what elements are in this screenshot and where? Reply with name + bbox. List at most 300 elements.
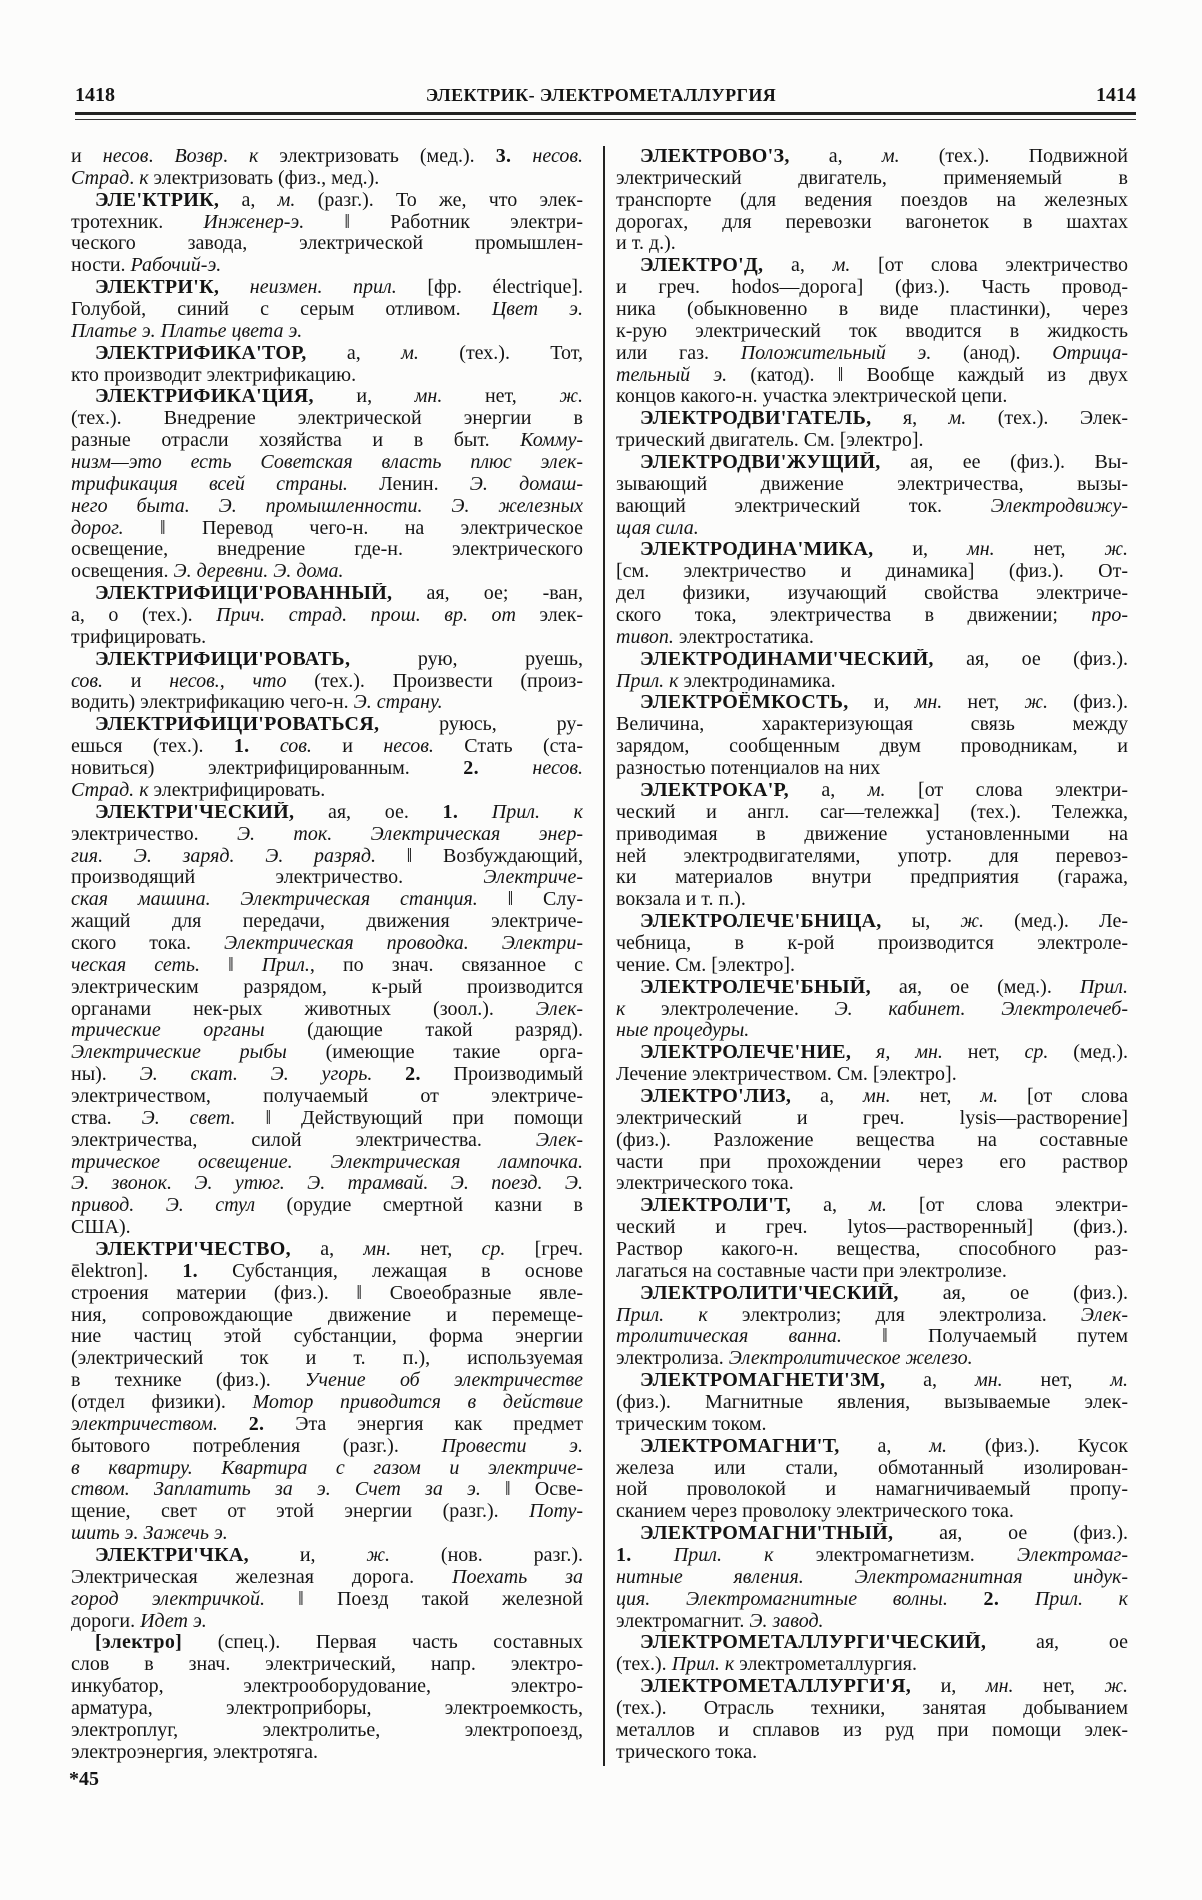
italic-text: Прил. к [671,1654,735,1676]
text-line [71,1436,583,1458]
text-run: тротехник. [71,211,204,233]
text-run: нет, [1013,1676,1105,1698]
text-line [71,299,583,321]
text-run: электрическим разрядом, к-рый производится [71,976,583,998]
text-line [616,408,1128,430]
text-line [616,233,1128,255]
text-run: электромагнит. [616,1610,750,1632]
dictionary-entry [616,977,1128,1043]
dictionary-entry [71,1632,583,1763]
italic-text: м. [401,342,419,364]
text-line [616,277,1128,299]
text-run: Лечение электричеством. См. [электро]. [616,1064,957,1086]
text-line [616,168,1128,190]
italic-text: Э. деревни. Э. дома. [173,561,344,583]
text-line [616,977,1128,999]
dictionary-entry [71,343,583,387]
headword-bold: ЭЛЕКТРОДВИ'ЖУЩИЙ, [640,452,881,474]
italic-text: шить э. Зажечь э. [71,1523,228,1545]
text-run: ая, ее (физ.). Вы- [880,452,1128,474]
text-run: Ленин. [347,473,470,495]
text-line [616,496,1128,518]
text-run [479,758,533,779]
text-run: ней электродвигателями, употр. для перевоз- [616,845,1128,867]
italic-text: м. [948,408,967,430]
italic-text: к [139,167,149,189]
italic-text: м. [980,1085,999,1107]
text-line [71,1152,583,1174]
text-run [851,1042,876,1063]
text-line [616,671,1128,693]
text-run: электрического тока. [616,1173,794,1195]
headword-bold: ЭЛЕКТРИФИКА'ЦИЯ, [95,386,314,408]
text-line [71,561,583,583]
text-line [71,867,583,889]
headword-bold: ЭЛЕКТРОЛЕЧЕ'НИЕ, [640,1042,852,1064]
text-run: железа или стали, обмотанный изолирован- [616,1457,1128,1479]
text-line [71,846,583,868]
text-run: нет, [942,1042,1025,1064]
text-line [71,1545,583,1567]
italic-text: щая сила. [616,517,699,539]
text-line [71,714,583,736]
italic-text: ж. [1024,692,1048,714]
text-run: . [148,146,175,167]
text-run: (орудие смертной казни в [255,1195,583,1217]
italic-text: к [139,779,149,801]
text-run: (спец.). Первая часть составных [182,1632,583,1654]
text-run: ского тока, электричества в движении; [616,605,1092,627]
text-run [999,1589,1035,1610]
headword-bold: 1. [182,1260,198,1282]
text-line [71,1173,583,1195]
text-line [616,867,1128,889]
italic-text: про- [1091,605,1128,627]
text-run: нет, [391,1238,482,1260]
italic-text: ж. [1104,1676,1128,1698]
text-line [616,583,1128,605]
text-run: зарядом, сообщенным двум проводникам, и [616,736,1128,758]
text-run: инкубатор, электрооборудование, электро- [71,1676,583,1698]
text-run: (физ.). Разложение вещества на составные [616,1129,1128,1151]
text-line [616,1392,1128,1414]
dictionary-entry [71,714,583,801]
text-run: а, [306,342,402,364]
dictionary-entry [616,1436,1128,1523]
text-run: ы, [881,911,961,933]
text-run: ности. [71,255,131,277]
headword-bold: ЭЛЕКТРО'Д, [640,255,764,277]
headword-bold: ЭЛЕКТРОМЕТАЛЛУРГИ'Я, [640,1676,912,1698]
text-line [71,933,583,955]
headword-bold: ЭЛЕКТРИФИЦИ'РОВАТЬСЯ, [95,714,380,736]
text-line [71,1720,583,1742]
text-line [71,1064,583,1086]
italic-text: к [248,146,259,167]
text-line [71,1108,583,1130]
text-line [71,1283,583,1305]
headword-bold: 2. [463,758,479,780]
headword-bold: 1. [233,736,250,758]
text-line [616,1501,1128,1523]
text-line [616,1042,1128,1064]
text-run: [фр. électrique]. [396,277,583,299]
text-line [71,1742,583,1764]
text-run: или газ. [616,342,741,364]
text-run [249,736,279,757]
text-run: (тех.). Отрасль техники, занятая добыванием [616,1698,1128,1720]
italic-text: ская машина. Электрическая станция. [71,889,478,911]
text-line [71,1130,583,1152]
text-run: вающий электрический ток. [616,495,991,517]
text-line [616,933,1128,955]
text-run: сканием через проволоку электрического тока. [616,1501,1014,1523]
italic-text: трическое освещение. Электрическая лампочка. [71,1151,583,1173]
italic-text: Электрические рыбы [71,1042,287,1064]
text-run: электризовать (физ., мед.). [148,167,380,189]
text-run: водить) электрификацию чего-н. [71,692,354,714]
dictionary-entry [616,1523,1128,1632]
italic-text: ср. [481,1238,506,1260]
text-line [616,1654,1128,1676]
text-line [71,1501,583,1523]
italic-text: ж. [960,911,984,933]
italic-text: тельный э. [616,364,728,386]
text-run: а, [789,146,882,167]
text-run: электрический и греч. lysis—растворение] [616,1107,1128,1129]
text-run: а, [219,189,278,211]
text-run: электроплуг, электролитье, электропоезд, [71,1719,583,1741]
text-run [948,1589,984,1610]
text-run: электризовать (мед.). [258,146,496,167]
text-line [71,1042,583,1064]
text-run: электрометаллургия. [734,1654,917,1676]
text-run: (физ.). Магнитные явления, вызываемые элек- [616,1391,1128,1413]
text-run: и греч. hodos—дорога] (физ.). Часть провод- [616,277,1128,299]
text-run: трический двигатель. См. [электро]. [616,430,924,452]
text-run: ‖ Слу- [477,889,583,911]
italic-text: трические органы [71,1020,265,1042]
text-run: ны). [71,1064,140,1086]
text-line [71,408,583,430]
dictionary-entry [71,146,583,190]
text-run: и, [873,539,967,561]
text-run: ‖ Возбуждающий, [375,845,583,867]
italic-text: м. [929,1435,947,1457]
text-run: лагаться на составные части при электролизе. [616,1260,1007,1282]
italic-text: м. [832,255,851,277]
italic-text: Э. скат. Э. угорь. [139,1064,373,1086]
text-run: Субстанция, лежащая в основе [197,1260,583,1282]
text-run: освещения. [71,561,174,583]
column-divider [603,146,605,1766]
italic-text: Э. кабинет. Электролечеб- [834,998,1128,1020]
text-run: нет, [994,539,1105,561]
italic-text: несов [102,146,149,167]
text-run: а, [885,1370,975,1392]
text-run: ая, ое (физ.). [893,1523,1128,1545]
text-line [616,955,1128,977]
italic-text: Элек- [1080,1304,1128,1326]
italic-text: Электролитическое железо. [728,1348,973,1370]
italic-text: Прил. к [491,801,583,823]
italic-text: м. [867,779,886,801]
italic-text: Учение об электричестве [305,1370,583,1392]
text-run: ника (обыкновенно в виде пластинки), через [616,299,1128,321]
text-run: ая, ое (физ.). [933,648,1128,670]
text-line [71,1326,583,1348]
text-line [616,299,1128,321]
text-line [616,1239,1128,1261]
dictionary-entry [616,780,1128,911]
italic-text: я, мн. [876,1042,943,1064]
text-line [616,1545,1128,1567]
text-line [71,190,583,212]
italic-text: ные процедуры. [616,1020,750,1042]
text-run: [от слова [998,1085,1128,1107]
headword-bold: ЭЛЕКТРИ'ЧЕСКИЙ, [95,801,295,823]
text-run: (нов. разг.). [390,1545,583,1566]
italic-text: Поту- [529,1501,583,1523]
text-line [71,212,583,234]
text-run: ния, сопровождающие движение и перемеще- [71,1304,583,1326]
text-line [616,714,1128,736]
text-line [71,430,583,452]
text-run: а, [839,1435,930,1457]
text-line [616,1086,1128,1108]
text-line [616,627,1128,649]
text-run: и [71,146,103,167]
right-page-number: 1414 [1096,84,1136,106]
text-line [616,1742,1128,1764]
italic-text: Элек- [535,1129,583,1151]
text-line [71,1414,583,1436]
text-run: Электрическая железная дорога. [71,1566,453,1588]
italic-text: сов. [71,670,104,692]
text-line [71,1654,583,1676]
text-run: [от слова электричество [850,255,1128,277]
text-line [616,518,1128,540]
text-line [616,824,1128,846]
text-line [71,386,583,408]
text-run: производящий электричество. [71,867,484,889]
text-run: ая, ое (физ.). [898,1282,1128,1304]
dictionary-entry [616,692,1128,779]
italic-text: Прил. к [616,670,679,692]
text-run: элек- [515,605,583,627]
text-run: и, [313,386,415,408]
headword-bold: 1. [616,1545,632,1566]
italic-text: Отрица- [1052,342,1128,364]
italic-text: Э. ток. Электрическая энер- [236,823,583,845]
italic-text: тролитическая ванна. [616,1326,842,1348]
italic-text: ция. Электромагнитные волны. [616,1588,948,1610]
dictionary-entry [616,255,1128,408]
text-line [71,1348,583,1370]
text-line [616,1261,1128,1283]
italic-text: Прич. страд. прош. вр. от [216,605,516,627]
italic-text: Прил. к [616,1304,708,1326]
italic-text: Прил. к [673,1545,774,1566]
text-run: (физ.). Кусок [946,1435,1128,1457]
italic-text: низм—это есть Советская власть плюс элек- [71,452,583,474]
text-run: (отдел физики). [71,1391,253,1413]
text-line [616,692,1128,714]
text-run: электрифицировать. [148,779,326,801]
text-run [219,277,250,298]
text-line [616,736,1128,758]
text-run: (мед.). [1048,1042,1128,1064]
italic-text: м. [881,146,900,167]
text-line [616,1370,1128,1392]
text-run: ая, ое. [294,801,443,823]
headword-bold: ЭЛЕКТРИФИКА'ТОР, [95,342,307,364]
dictionary-entry [71,190,583,277]
text-run: электролиза. [616,1348,729,1370]
italic-text: к [616,998,626,1020]
text-line [616,1479,1128,1501]
dictionary-entry [616,911,1128,977]
headword-bold: ЭЛЕКТРОЛИТИ'ЧЕСКИЙ, [640,1282,899,1304]
italic-text: Рабочий-э. [130,255,222,277]
text-line [616,1720,1128,1742]
text-line [71,1305,583,1327]
text-line [616,1676,1128,1698]
text-line [71,452,583,474]
text-line [71,365,583,387]
text-run: электромагнетизм. [773,1545,1017,1566]
italic-text: Элек- [535,998,583,1020]
text-line [616,321,1128,343]
text-line [71,605,583,627]
dictionary-entry [616,452,1128,539]
text-line [71,1611,583,1633]
text-line [616,911,1128,933]
text-line [71,168,583,190]
text-run: (разг.). То же, что элек- [295,189,583,211]
italic-text: Прил. к [1034,1588,1128,1610]
italic-text: него быта. Э. промышленности. Э. железных [71,495,583,517]
dictionary-entry [616,1283,1128,1370]
text-line [71,146,583,168]
text-run: (анод). [931,342,1053,364]
dictionary-entry [616,1195,1128,1282]
italic-text: Э. звонок. Э. утюг. Э. трамвай. Э. поезд. Э. [71,1173,583,1195]
text-run: ‖ Осве- [480,1479,583,1501]
italic-text: электричеством. [71,1413,218,1435]
italic-text: неизмен. прил. [249,277,397,299]
dictionary-entry [71,583,583,649]
headword-bold: ЭЛЕКТРОВО'З, [640,146,790,167]
headword-bold: ЭЛЕКТРИФИЦИ'РОВАННЫЙ, [95,583,393,605]
text-run: трическим током. [616,1413,767,1435]
text-line [616,539,1128,561]
text-run: ая, ое (мед.). [870,976,1080,998]
text-line [71,802,583,824]
text-run: ческий и греч. lytos—растворенный] (физ.). [616,1217,1128,1239]
italic-text: Электрическая проводка. Электри- [223,932,583,954]
text-run: концов какого-н. участка электрической цепи. [616,386,1008,408]
text-run: щение, свет от этой энергии (разг.). [71,1501,530,1523]
dictionary-entry [616,1086,1128,1195]
text-line [71,736,583,758]
text-run: (физ.). [1047,692,1128,714]
text-run: [от слова электри- [885,779,1128,801]
headword-bold: 2. [248,1413,265,1435]
text-line [616,1195,1128,1217]
text-run: ешься (тех.). [71,736,234,758]
text-run: разные отрасли хозяйства и в быт. [71,430,521,452]
text-run: новиться) электрифицированным. [71,758,464,780]
text-run: Эта энергия как предмет [264,1413,583,1435]
italic-text: Положительный э. [740,342,932,364]
text-run: нет, [942,692,1025,714]
header-rule-thick [75,112,1136,115]
italic-text: ческая сеть. [71,954,201,976]
text-line [616,255,1128,277]
text-run: электростатика. [673,626,814,648]
text-run: Производимый [420,1064,583,1086]
text-run: а, [791,1085,863,1107]
text-line [616,1436,1128,1458]
text-line [71,1523,583,1545]
italic-text: Поехать за [452,1566,583,1588]
text-run: дорогах, для перевозки вагонеток в шахтах [616,211,1128,233]
text-run: я, [871,408,949,430]
headword-bold: ЭЛЕКТРО'ЛИЗ, [640,1085,792,1107]
text-line [616,561,1128,583]
text-line [71,1261,583,1283]
text-run: ние частиц этой субстанции, форма энергии [71,1326,583,1348]
text-line [71,321,583,343]
headword-bold: ЭЛЕКТРОМЕТАЛЛУРГИ'ЧЕСКИЙ, [640,1632,987,1654]
text-line [616,1064,1128,1086]
text-run: и т. д.). [616,233,676,255]
text-line [616,1108,1128,1130]
italic-text: Э. страну. [353,692,443,714]
text-line [71,1217,583,1239]
text-line [71,1567,583,1589]
text-run: Раствор какого-н. вещества, способного раз- [616,1238,1128,1260]
text-run: электричество. [71,823,237,845]
italic-text: ср. [1024,1042,1049,1064]
headword-bold: 1. [442,801,459,823]
text-line [71,977,583,999]
headword-bold: ЭЛЕКТРОКА'Р, [640,779,789,801]
text-line [616,802,1128,824]
text-line [71,474,583,496]
text-line [71,1589,583,1611]
text-line [616,1611,1128,1633]
text-line [71,1458,583,1480]
text-line [71,1020,583,1042]
text-line [71,277,583,299]
text-run: части при прохождении через его раствор [616,1151,1128,1173]
running-head: ЭЛЕКТРИК- ЭЛЕКТРОМЕТАЛЛУРГИЯ [425,85,777,105]
text-run: зывающий движение электричества, вызы- [616,473,1128,495]
text-line [71,649,583,671]
headword-bold: ЭЛЕКТРОЛИ'Т, [640,1195,792,1217]
italic-text: Провести э. [441,1435,583,1457]
text-line [71,1479,583,1501]
text-line [71,255,583,277]
italic-text: Прил. [261,954,310,976]
italic-text: Электриче- [483,867,583,889]
text-run: (дающие такой разряд). [264,1020,583,1042]
italic-text: в квартиру. Квартира с газом и электриче- [71,1457,583,1479]
text-line [71,780,583,802]
text-run: США). [71,1217,131,1239]
